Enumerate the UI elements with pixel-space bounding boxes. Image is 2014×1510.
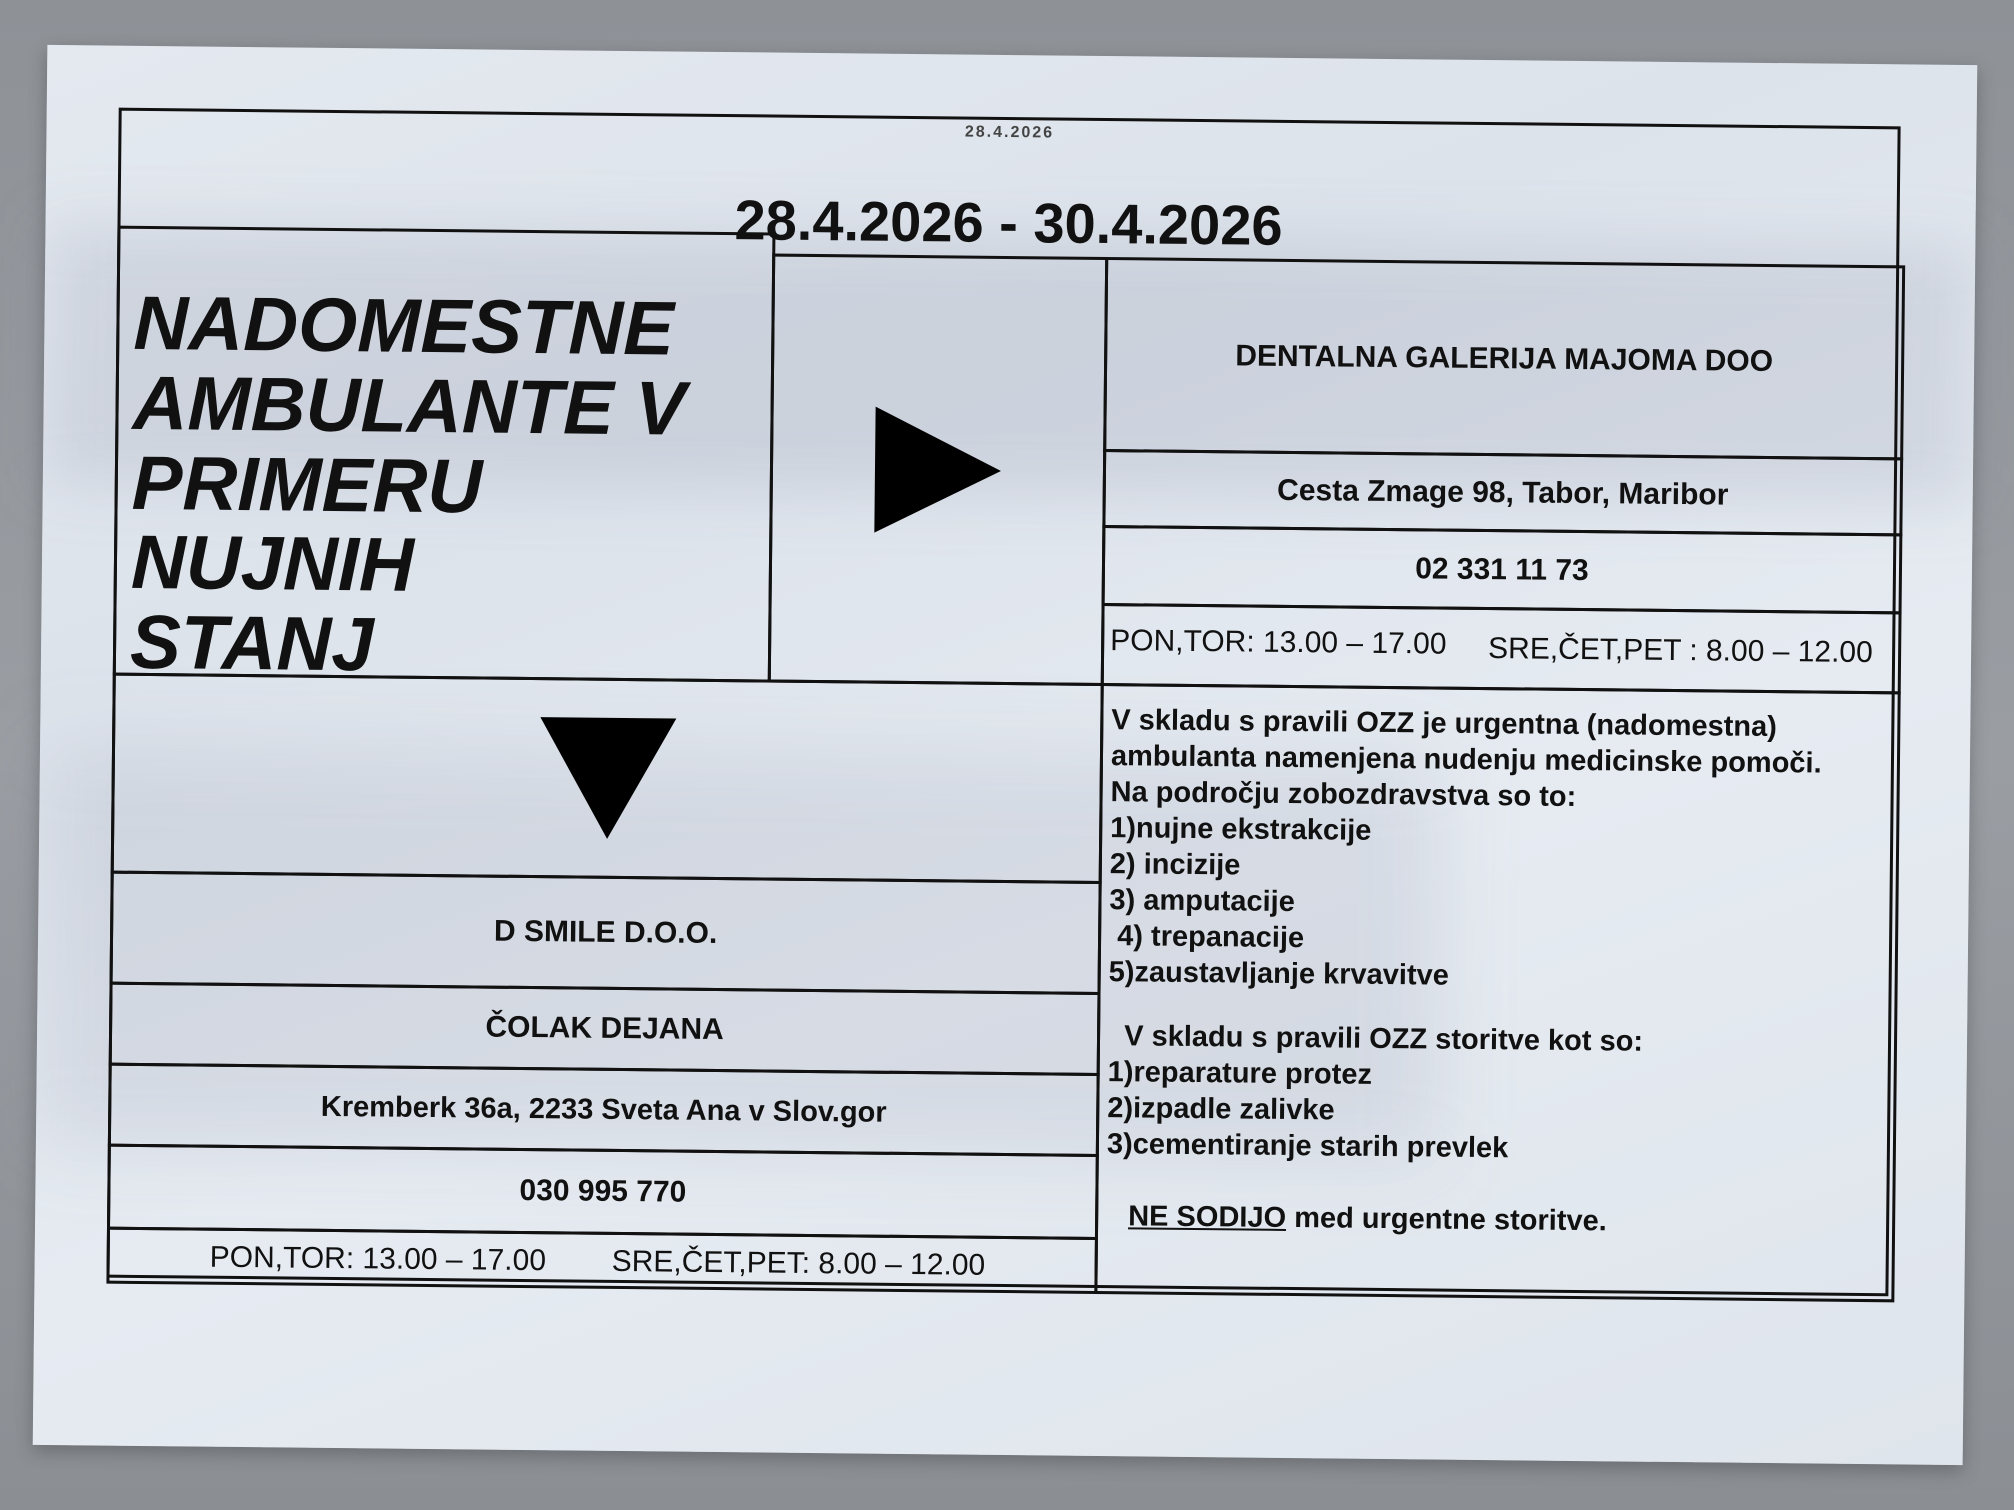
right-hours-mon-tue: PON,TOR: 13.00 – 17.00 — [1110, 624, 1447, 661]
info-line: 5)zaustavljanje krvavitve — [1108, 956, 1450, 992]
left-hours-wed-fri: SRE,ČET,PET: 8.00 – 12.00 — [611, 1244, 986, 1282]
info-line: 1)nujne ekstrakcije — [1110, 812, 1372, 847]
right-arrow-icon — [872, 404, 1003, 535]
not-included-text: med urgentne storitve. — [1285, 1201, 1607, 1238]
left-clinic-doctor-cell — [109, 982, 1101, 1076]
info-line: 3) amputacije — [1109, 884, 1295, 919]
info-line: 3)cementiranje starih prevlek — [1106, 1128, 1509, 1165]
info-line: 2) incizije — [1109, 848, 1241, 882]
title-line: STANJ — [129, 600, 375, 688]
info-line: V skladu s pravili OZZ je urgentna (nadomestna) — [1111, 704, 1778, 744]
not-included-label: NE SODIJO — [1128, 1200, 1287, 1234]
right-arrow-cell — [768, 254, 1108, 686]
right-clinic-address-cell — [1102, 449, 1903, 536]
left-clinic-name-cell — [110, 871, 1102, 995]
notice-table — [106, 108, 1900, 1297]
title-cell — [113, 226, 776, 688]
left-clinic-doctor: ČOLAK DEJANA — [485, 1010, 724, 1047]
right-clinic-address: Cesta Zmage 98, Tabor, Maribor — [1276, 473, 1729, 512]
info-line: V skladu s pravili OZZ storitve kot so: — [1107, 1020, 1644, 1058]
left-hours-mon-tue: PON,TOR: 13.00 – 17.00 — [209, 1240, 547, 1278]
right-hours-wed-fri: SRE,ČET,PET : 8.00 – 12.00 — [1487, 632, 1873, 670]
left-clinic-address: Kremberk 36a, 2233 Sveta Ana v Slov.gor — [320, 1090, 887, 1129]
left-clinic-phone-cell — [107, 1144, 1099, 1240]
left-clinic-phone: 030 995 770 — [519, 1173, 687, 1209]
info-line: Na področju zobozdravstva so to: — [1110, 776, 1577, 813]
info-cell — [1094, 683, 1900, 1302]
left-clinic-name: D SMILE D.O.O. — [493, 914, 718, 950]
info-line: 2)izpadle zalivke — [1107, 1092, 1335, 1127]
down-arrow-icon — [537, 715, 678, 841]
right-clinic-phone-cell — [1102, 525, 1903, 614]
right-clinic-phone: 02 331 11 73 — [1415, 551, 1589, 587]
notice-title — [129, 280, 772, 690]
info-text — [1106, 702, 1890, 1242]
down-arrow-cell — [111, 673, 1104, 884]
info-line: 4) trepanacije — [1108, 920, 1305, 955]
left-clinic-hours-cell — [106, 1227, 1098, 1294]
right-clinic-hours-cell — [1101, 603, 1902, 694]
title-line: NADOMESTNE — [133, 280, 675, 372]
info-line: ambulanta namenjena nudenju medicinske pomoči. — [1110, 740, 1822, 780]
title-line: PRIMERU NUJNIH — [130, 440, 483, 609]
right-clinic-name: DENTALNA GALERIJA MAJOMA DOO — [1235, 338, 1774, 378]
right-clinic-name-cell — [1103, 257, 1905, 460]
date-range: 28.4.2026 - 30.4.2026 — [734, 188, 1283, 257]
info-line: 1)reparature protez — [1107, 1056, 1373, 1091]
paper-sheet — [33, 45, 1978, 1465]
faded-top-text: 28.4.2026 — [964, 123, 1055, 142]
title-line: AMBULANTE V — [132, 360, 687, 452]
left-clinic-address-cell — [108, 1063, 1100, 1157]
info-footer — [1106, 1198, 1884, 1242]
